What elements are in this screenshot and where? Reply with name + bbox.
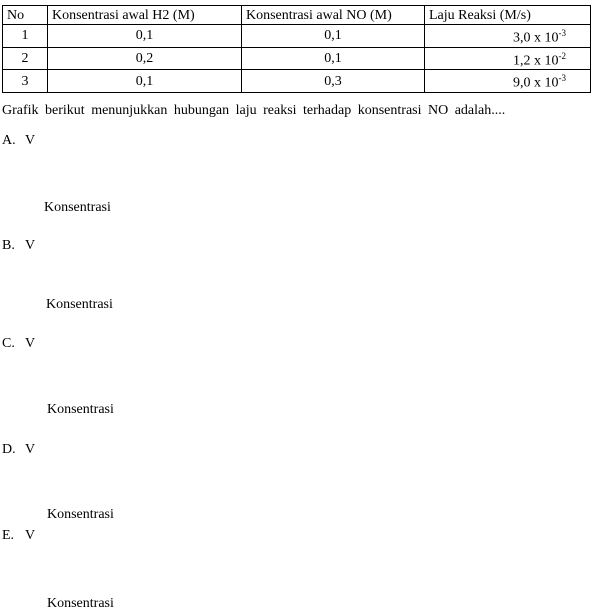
option-b-y-label: V [25,238,36,253]
table-row [3,25,591,48]
cell-h2: 0,2 [48,47,242,70]
option-d-y-label: V [25,442,36,457]
graph-curve [44,256,82,295]
rate-base: 9,0 x 10 [513,75,559,91]
option-c-letter: C. [2,336,15,351]
rate-data-table [2,5,591,93]
rate-exponent: -3 [558,73,566,84]
cell-rate [425,70,591,93]
graph-curve [40,467,102,486]
rate-exponent: -2 [558,50,566,61]
question-text: Grafik berikut menunjukkan hubungan laju reaksi terhadap konsentrasi NO adalah.... [2,103,506,118]
option-d-letter: D. [2,442,16,457]
rate-base: 1,2 x 10 [513,53,559,69]
rate-exponent: -3 [558,28,566,38]
rate-base: 3,0 x 10 [513,30,559,46]
cell-no-conc: 0,1 [242,25,425,48]
cell-rate [425,47,591,70]
option-b-x-label: Konsentrasi [46,297,113,312]
table-row [3,70,591,93]
header-rate: Laju Reaksi (M/s) [425,6,591,25]
option-e-x-label: Konsentrasi [47,596,114,611]
graph-curve [44,355,92,400]
option-e-letter: E. [2,528,15,543]
header-no: No [3,6,48,25]
cell-no: 2 [3,47,48,70]
table-header-row [3,6,591,25]
option-d-x-label: Konsentrasi [47,507,114,522]
option-c-x-label: Konsentrasi [47,402,114,417]
option-c-y-label: V [25,336,36,351]
cell-no: 3 [3,70,48,93]
header-h2: Konsentrasi awal H2 (M) [48,6,242,25]
cell-rate [425,25,591,48]
header-no-conc: Konsentrasi awal NO (M) [242,6,425,25]
option-a-letter: A. [2,133,16,148]
cell-h2: 0,1 [48,25,242,48]
option-a-y-label: V [25,133,36,148]
cell-no-conc: 0,3 [242,70,425,93]
table-row [3,47,591,70]
option-e-y-label: V [25,528,36,543]
cell-h2: 0,1 [48,70,242,93]
option-b-letter: B. [2,238,15,253]
cell-no: 1 [3,25,48,48]
option-a-x-label: Konsentrasi [44,200,111,215]
graph-curve [40,549,74,588]
cell-no-conc: 0,1 [242,47,425,70]
